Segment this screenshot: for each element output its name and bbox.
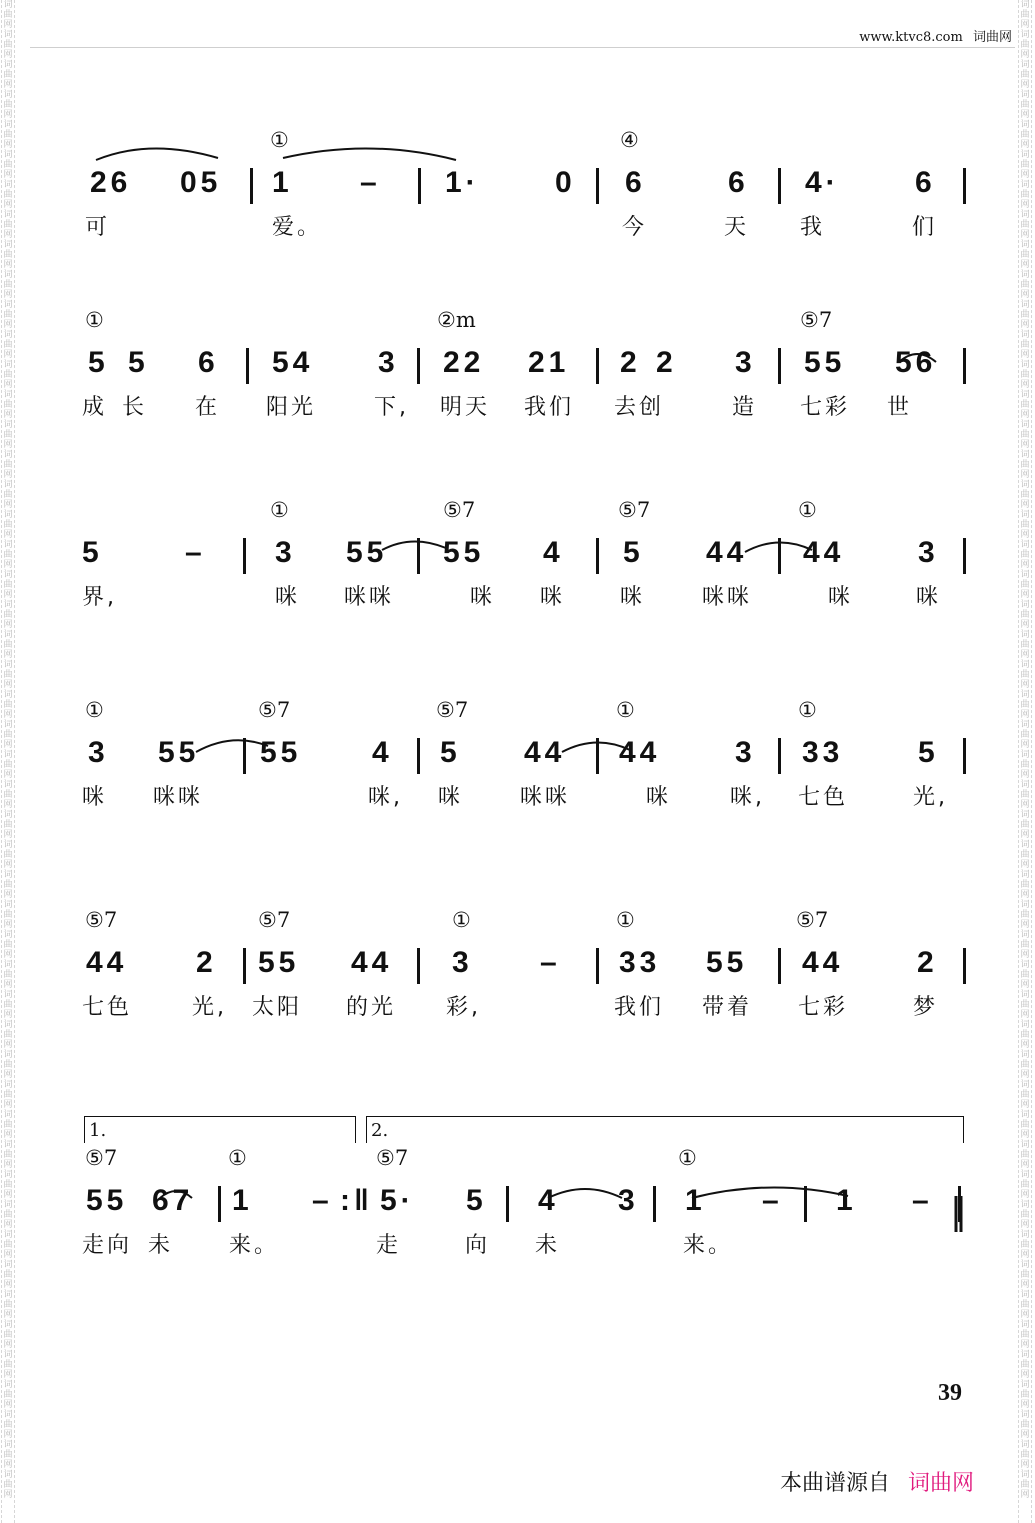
lyric: 七色 [82,995,133,1020]
note: 6 [915,166,936,199]
lyric: 咪咪 [702,585,753,610]
note: – [312,1184,333,1217]
note: – [762,1184,783,1217]
barline [418,168,421,204]
barline [417,538,420,574]
note: 1· [445,166,480,199]
note: 21 [528,346,570,379]
note: 44 [802,946,844,979]
lyric: 可 [85,215,111,240]
barline [243,738,246,774]
barline [778,948,781,984]
lyric: 咪 [438,785,464,810]
chord-symbol: ⑤7 [443,498,476,522]
volta-bracket [366,1116,964,1143]
barline [596,348,599,384]
lyric: 太阳 [252,995,303,1020]
lyric: 的光 [346,995,397,1020]
note: 5 [82,536,103,569]
barline [596,738,599,774]
note: 55 [804,346,846,379]
note: – [360,166,381,199]
barline [417,738,420,774]
lyric: 七色 [798,785,849,810]
barline [778,348,781,384]
chord-symbol: ⑤7 [258,908,291,932]
note: 3 [735,736,756,769]
chord-symbol: ① [270,128,289,152]
barline [246,348,249,384]
lyric: 们 [912,215,938,240]
lyric: 我 [800,215,826,240]
volta-label: 1. [89,1120,107,1141]
lyric: 阳光 [266,395,317,420]
barline [778,168,781,204]
barline [596,948,599,984]
lyric: 去创 [614,395,665,420]
note: 6 [625,166,646,199]
lyric: 咪 [620,585,646,610]
barline [218,1186,221,1222]
lyric: 光, [913,785,948,810]
note: 2 [196,946,217,979]
volta-bracket [84,1116,356,1143]
chord-symbol: ④ [620,128,639,152]
lyric: 光, [192,995,227,1020]
lyric: 在 [195,395,221,420]
chord-symbol: ① [85,698,104,722]
barline [250,168,253,204]
note: 55 [86,1184,128,1217]
chord-symbol: ① [228,1146,247,1170]
lyric: 带着 [702,995,753,1020]
note: 5 [88,346,109,379]
note: 55 [346,536,388,569]
note: 5 [466,1184,487,1217]
page-header [853,26,1012,45]
barline [506,1186,509,1222]
chord-symbol: ⑤7 [796,908,829,932]
barline [417,948,420,984]
barline [653,1186,656,1222]
lyric: 咪 [646,785,672,810]
note: 67 [152,1184,194,1217]
chord-symbol: ① [85,308,104,332]
note: 55 [258,946,300,979]
footer-brand[interactable]: 词曲网 [908,1471,975,1496]
note: 1 [272,166,293,199]
lyric: 成 [82,395,108,420]
lyric: 来。 [229,1233,280,1258]
lyric: 走向 [82,1233,133,1258]
note: 3 [275,536,296,569]
lyric: 咪咪 [344,585,395,610]
volta-label: 2. [371,1120,389,1141]
note: 2 [656,346,677,379]
lyric: 走 [376,1233,402,1258]
note: 55 [158,736,200,769]
note: 33 [802,736,844,769]
note: :‖ [340,1184,373,1217]
chord-symbol: ⑤7 [436,698,469,722]
chord-symbol: ① [452,908,471,932]
note: 6 [728,166,749,199]
footer-source: 本曲谱源自 [780,1471,891,1496]
note: 44 [803,536,845,569]
header-rule [30,47,1015,48]
lyric: 七彩 [800,395,851,420]
barline [963,538,966,574]
barline [958,1186,961,1222]
barline [778,738,781,774]
watermark-right: 词曲网词曲网词曲网词曲网词曲网词曲网词曲网词曲网词曲网词曲网词曲网词曲网词曲网词曲网词曲网词曲网词曲网词曲网词曲网词曲网词曲网词曲网词曲网词曲网词曲网词曲网词曲网词曲网词曲网词曲网词曲网词曲网词曲网词曲网词曲网词曲网词曲网词曲网词曲网词曲网词曲网词曲网词曲网词曲网词曲网词曲网词曲网词曲网词曲网词曲网 [1018,0,1032,1523]
barline [596,168,599,204]
lyric: 来。 [683,1233,734,1258]
lyric: 咪咪 [153,785,204,810]
note: 26 [90,166,132,199]
note: 1 [685,1184,706,1217]
lyric: 今 [622,215,648,240]
note: 6 [198,346,219,379]
note: 2 [620,346,641,379]
score-system [0,1116,1035,1258]
lyric: 向 [465,1233,491,1258]
barline [963,348,966,384]
note: 3 [918,536,939,569]
chord-symbol: ⑤7 [618,498,651,522]
chord-symbol: ⑤7 [258,698,291,722]
note: 5 [440,736,461,769]
site-url[interactable]: www.ktvc8.com [859,30,963,45]
score-system [0,908,1035,1038]
note: 5· [380,1184,415,1217]
chord-symbol: ① [270,498,289,522]
lyric: 咪 [916,585,942,610]
note: 56 [895,346,937,379]
chord-symbol: ⑤7 [85,908,118,932]
chord-symbol: ① [798,498,817,522]
lyric: 未 [535,1233,561,1258]
score-system [0,698,1035,828]
lyric: 天 [724,215,750,240]
lyric: 爱。 [272,215,323,240]
barline [243,538,246,574]
lyric: 我们 [614,995,665,1020]
note: 0 [555,166,576,199]
note: 1 [232,1184,253,1217]
score-system [0,308,1035,438]
note: 54 [272,346,314,379]
lyric: 咪, [730,785,765,810]
chord-symbol: ① [678,1146,697,1170]
note: 05 [180,166,222,199]
note: – [185,536,206,569]
score-system [0,498,1035,628]
chord-symbol: ⑤7 [376,1146,409,1170]
note: 3 [618,1184,639,1217]
barline [243,948,246,984]
lyric: 界, [82,585,117,610]
note: 5 [623,536,644,569]
lyric: 长 [122,395,148,420]
note: 44 [619,736,661,769]
lyric: 彩, [446,995,481,1020]
note: 44 [351,946,393,979]
site-name: 词曲网 [972,30,1012,45]
footer [780,1466,974,1497]
note: 55 [443,536,485,569]
score-system [0,128,1035,258]
note: 4 [372,736,393,769]
lyric: 造 [732,395,758,420]
note: 33 [619,946,661,979]
chord-symbol: ②m [437,308,476,332]
chord-symbol: ① [616,908,635,932]
barline [804,1186,807,1222]
lyric: 下, [374,395,409,420]
lyric: 梦 [913,995,939,1020]
lyric: 七彩 [798,995,849,1020]
note: 4 [543,536,564,569]
note: 44 [524,736,566,769]
barline [417,348,420,384]
lyric: 未 [148,1233,174,1258]
lyric: 咪 [540,585,566,610]
lyric: 我们 [524,395,575,420]
note: 55 [260,736,302,769]
barline [963,168,966,204]
note: – [540,946,561,979]
note: 1 [836,1184,857,1217]
note: 4 [538,1184,559,1217]
note: – [912,1184,933,1217]
note: 3 [88,736,109,769]
lyric: 咪 [82,785,108,810]
note: 44 [706,536,748,569]
chord-symbol: ⑤7 [85,1146,118,1170]
lyric: 咪 [275,585,301,610]
lyric: 咪咪 [520,785,571,810]
note: 5 [918,736,939,769]
barline [596,538,599,574]
lyric: 咪 [470,585,496,610]
note: 44 [86,946,128,979]
lyric: 咪 [828,585,854,610]
note: 5 [128,346,149,379]
note: 55 [706,946,748,979]
note: 22 [443,346,485,379]
chord-symbol: ① [798,698,817,722]
lyric: 咪, [368,785,403,810]
lyric: 明天 [440,395,491,420]
barline [963,948,966,984]
note: 3 [452,946,473,979]
chord-symbol: ① [616,698,635,722]
chord-symbol: ⑤7 [800,308,833,332]
barline [778,538,781,574]
page-number: 39 [938,1380,962,1406]
note: 3 [378,346,399,379]
note: 3 [735,346,756,379]
barline [963,738,966,774]
watermark-left: 词曲网词曲网词曲网词曲网词曲网词曲网词曲网词曲网词曲网词曲网词曲网词曲网词曲网词曲网词曲网词曲网词曲网词曲网词曲网词曲网词曲网词曲网词曲网词曲网词曲网词曲网词曲网词曲网词曲网词曲网词曲网词曲网词曲网词曲网词曲网词曲网词曲网词曲网词曲网词曲网词曲网词曲网词曲网词曲网词曲网词曲网词曲网词曲网词曲网词曲网 [1,0,15,1523]
lyric: 世 [887,395,913,420]
note: 2 [917,946,938,979]
note: 4· [805,166,840,199]
